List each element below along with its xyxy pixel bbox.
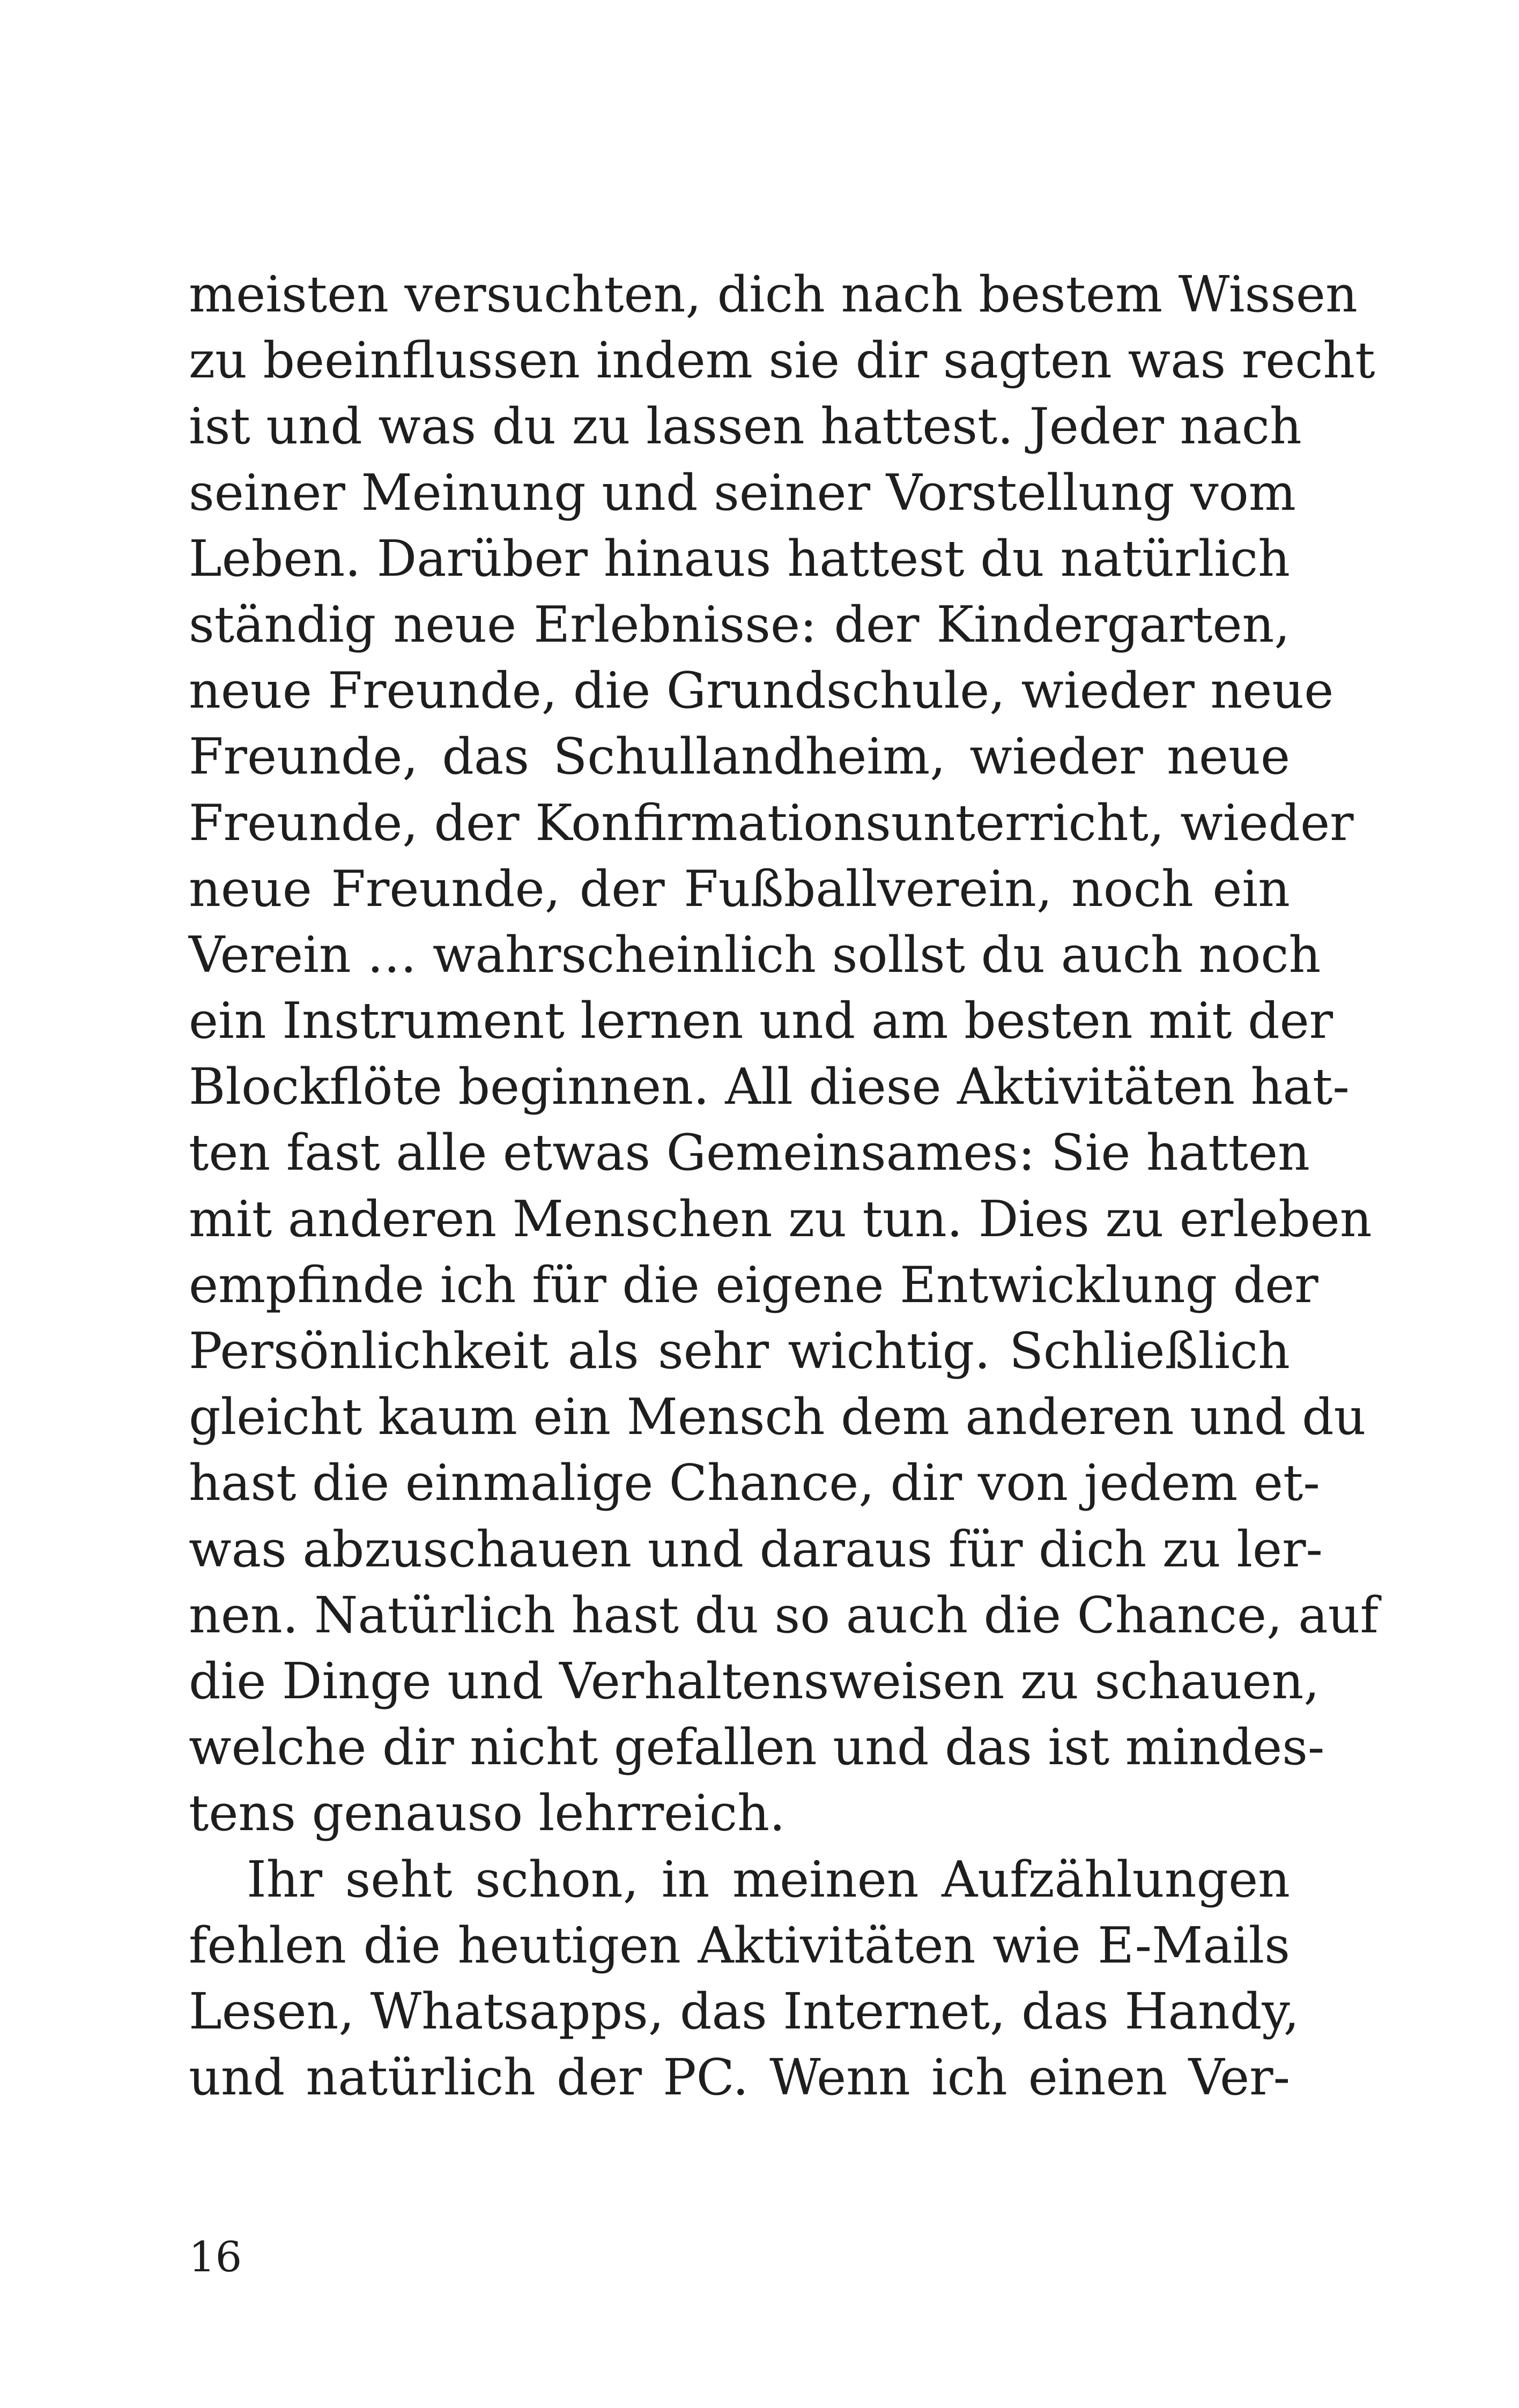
text-line: Freunde, der Konfirmationsunterricht, wieder — [189, 793, 1354, 852]
body-text — [189, 262, 1379, 2110]
page-number: 16 — [189, 2233, 242, 2281]
text-line: tens genauso lehrreich. — [189, 1784, 786, 1842]
text-line: gleicht kaum ein Mensch dem anderen und du — [189, 1388, 1366, 1446]
text-line: Blockflöte beginnen. All diese Aktivitäten hat- — [189, 1058, 1350, 1116]
text-line: meisten versuchten, dich nach bestem Wissen — [189, 265, 1358, 323]
text-line: ist und was du zu lassen hattest. Jeder nach — [189, 397, 1302, 456]
text-line: und natürlich der PC. Wenn ich einen Ver- — [189, 2048, 1290, 2107]
text-line: Ihr seht schon, in meinen Aufzählungen — [247, 1850, 1290, 1908]
text-line: ein Instrument lernen und am besten mit der — [189, 992, 1333, 1050]
text-line: neue Freunde, die Grundschule, wieder neue — [189, 662, 1334, 720]
text-line: Verein … wahrscheinlich sollst du auch noch — [189, 925, 1321, 984]
text-line: zu beeinflussen indem sie dir sagten was recht — [189, 331, 1375, 390]
text-line: was abzuschauen und daraus für dich zu ler- — [189, 1520, 1323, 1578]
text-line: empfinde ich für die eigene Entwicklung der — [189, 1255, 1318, 1314]
text-line: hast die einmalige Chance, dir von jedem et- — [189, 1454, 1320, 1512]
text-line: welche dir nicht gefallen und das ist mindes- — [189, 1718, 1325, 1777]
text-line: Lesen, Whatsapps, das Internet, das Handy, — [189, 1982, 1300, 2040]
text-line: seiner Meinung und seiner Vorstellung vom — [189, 463, 1296, 522]
text-line: fehlen die heutigen Aktivitäten wie E-Mails — [189, 1916, 1290, 1974]
text-line: nen. Natürlich hast du so auch die Chance, auf — [189, 1586, 1379, 1644]
text-line: Freunde, das Schullandheim, wieder neue — [189, 727, 1290, 786]
text-line: mit anderen Menschen zu tun. Dies zu erleben — [189, 1190, 1372, 1248]
text-line: die Dinge und Verhaltensweisen zu schauen, — [189, 1652, 1320, 1710]
text-line: Leben. Darüber hinaus hattest du natürlich — [189, 529, 1290, 588]
text-line: neue Freunde, der Fußballverein, noch ein — [189, 859, 1290, 918]
text-line: ten fast alle etwas Gemeinsames: Sie hatten — [189, 1124, 1310, 1182]
text-line: Persönlichkeit als sehr wichtig. Schließlich — [189, 1322, 1290, 1380]
text-line: ständig neue Erlebnisse: der Kindergarten, — [189, 595, 1290, 653]
